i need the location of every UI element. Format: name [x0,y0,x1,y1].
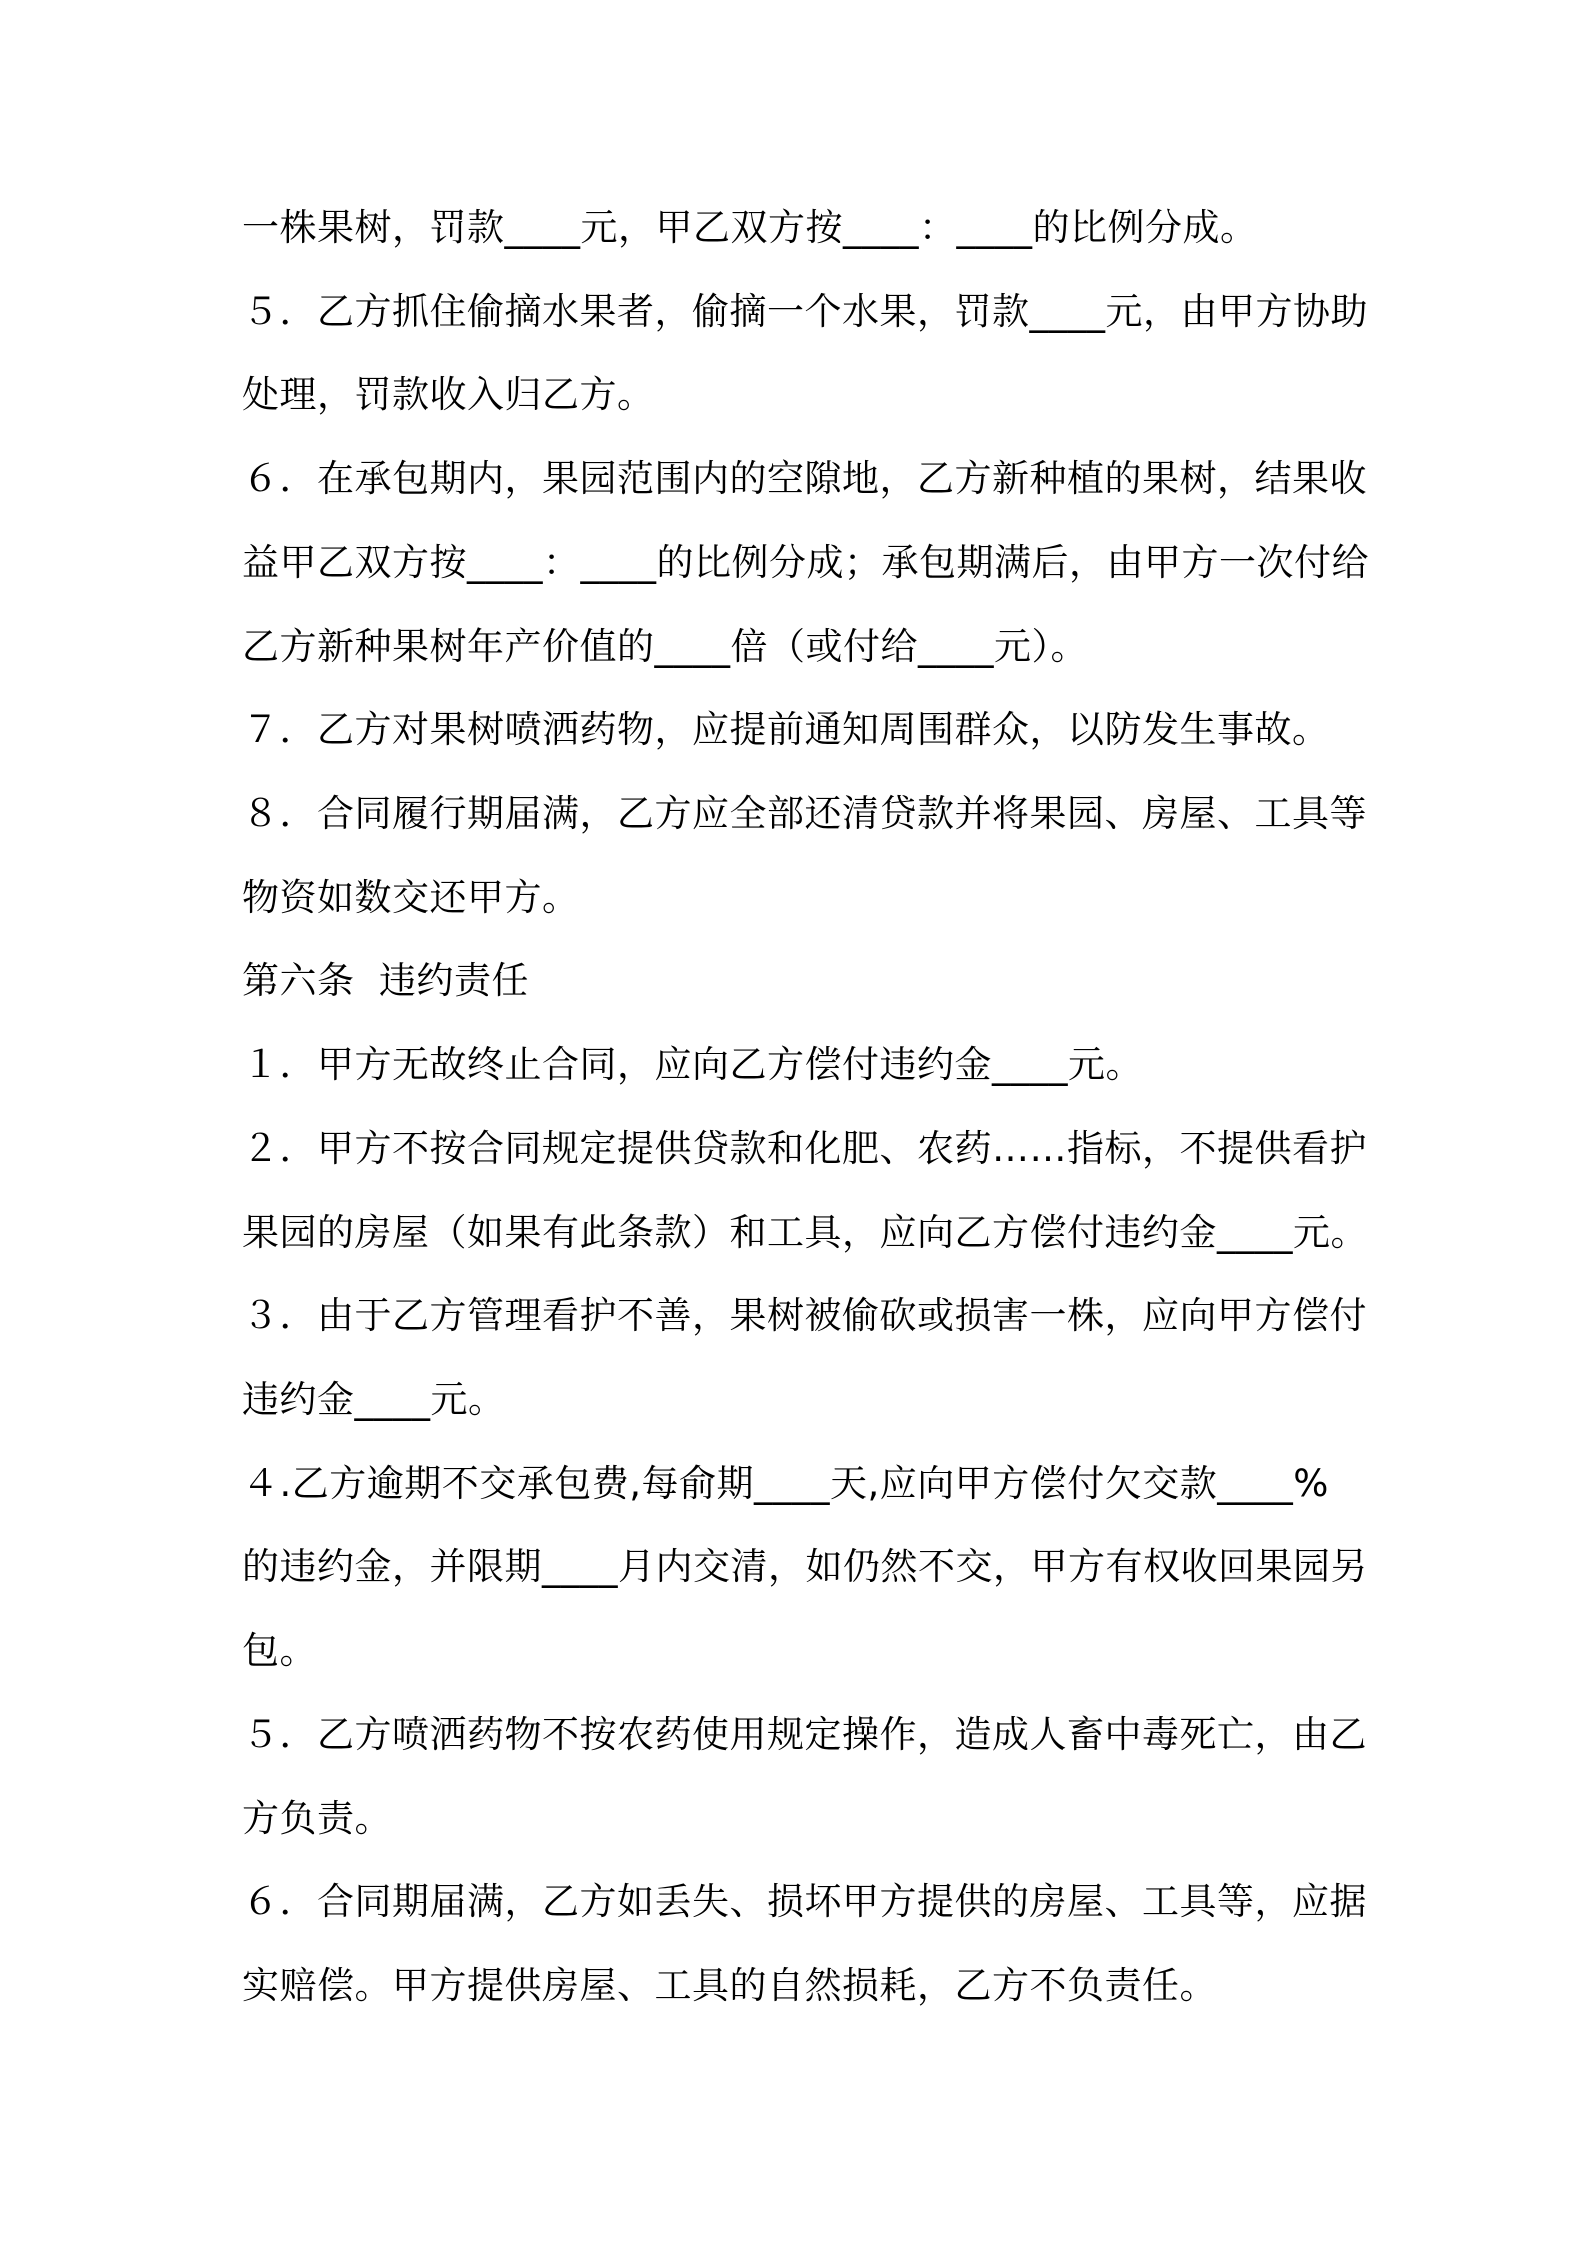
text-line: ５．乙方喷洒药物不按农药使用规定操作，造成人畜中毒死亡，由乙 [242,1713,1367,1756]
text-line: 实赔偿。甲方提供房屋、工具的自然损耗，乙方不负责任。 [242,1964,1217,2007]
text-line: 物资如数交还甲方。 [242,876,580,919]
text-line: ５．乙方抓住偷摘水果者，偷摘一个水果，罚款____元，由甲方协助 [242,290,1368,333]
text-line: 处理，罚款收入归乙方。 [242,373,655,416]
text-line: ７．乙方对果树喷洒药物，应提前通知周围群众，以防发生事故。 [242,708,1330,751]
text-line: １．甲方无故终止合同，应向乙方偿付违约金____元。 [242,1043,1143,1086]
text-line: 益甲乙双方按____：____的比例分成；承包期满后，由甲方一次付给 [242,541,1369,584]
text-line: 的违约金，并限期____月内交清，如仍然不交，甲方有权收回果园另 [242,1545,1368,1588]
section-heading: 第六条 违约责任 [242,959,530,1002]
text-line: ３．由于乙方管理看护不善，果树被偷砍或损害一株，应向甲方偿付 [242,1294,1367,1337]
text-line: ６．合同期届满，乙方如丢失、损坏甲方提供的房屋、工具等，应据 [242,1880,1367,1923]
text-line: 包。 [242,1629,317,1672]
text-line: ４.乙方逾期不交承包费,每俞期____天,应向甲方偿付欠交款____% [242,1462,1329,1505]
text-line: ８．合同履行期届满，乙方应全部还清贷款并将果园、房屋、工具等 [242,792,1367,835]
text-line: ６．在承包期内，果园范围内的空隙地，乙方新种植的果树，结果收 [242,457,1367,500]
text-line: 一株果树，罚款____元，甲乙双方按____：____的比例分成。 [242,206,1258,249]
text-line: 乙方新种果树年产价值的____倍（或付给____元）。 [242,625,1088,668]
text-line: 方负责。 [242,1797,392,1840]
text-line: 违约金____元。 [242,1378,506,1421]
text-line: 果园的房屋（如果有此条款）和工具，应向乙方偿付违约金____元。 [242,1211,1368,1254]
text-line: ２．甲方不按合同规定提供贷款和化肥、农药……指标，不提供看护 [242,1127,1367,1170]
